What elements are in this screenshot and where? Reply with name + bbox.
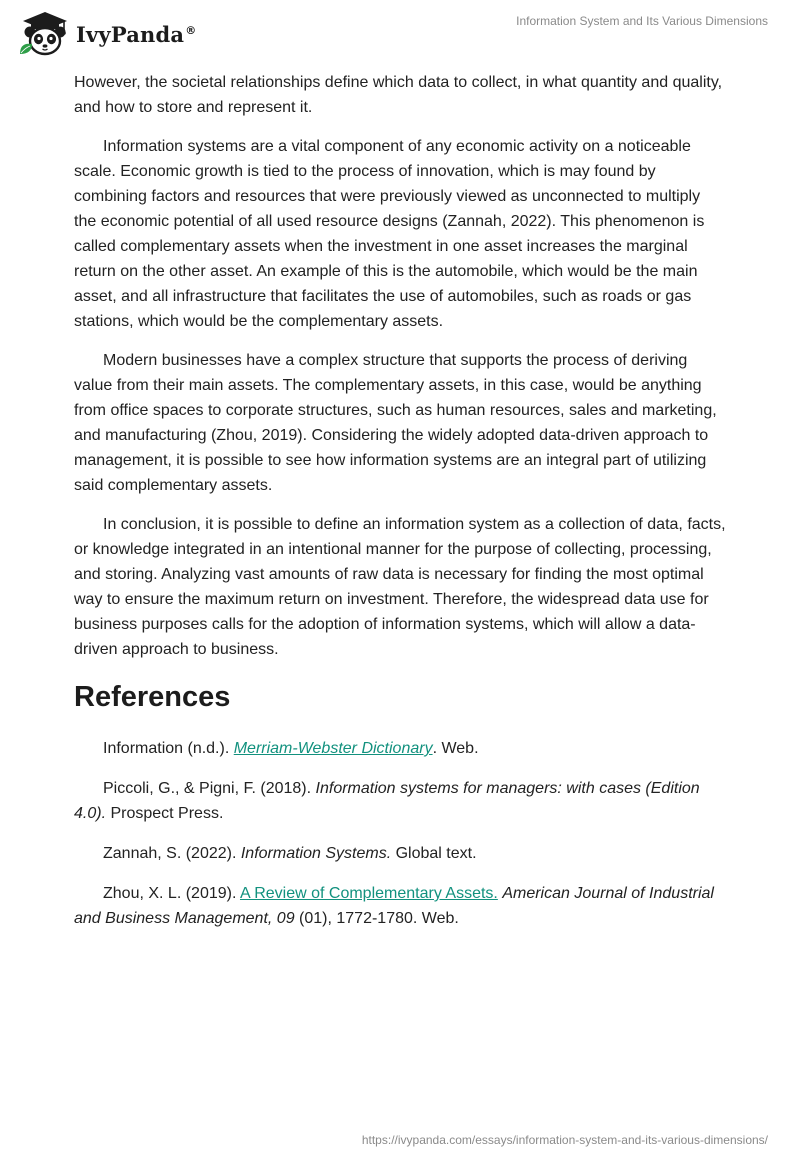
registered-mark: ®	[185, 23, 197, 37]
ref-1-suffix: . Web.	[432, 740, 479, 757]
complementary-assets-link[interactable]: A Review of Complementary Assets.	[239, 885, 498, 902]
reference-item-4	[74, 881, 726, 931]
ref-4-suffix: (01), 1772-1780. Web.	[294, 910, 459, 927]
ref-3-title: Information Systems.	[240, 845, 392, 862]
ref-4-author: Zhou, X. L. (2019).	[103, 885, 240, 902]
paragraph-4: In conclusion, it is possible to define an information system as a collection of data, facts, or knowledge integrated in an intentional manner for the purpose of collecting, processing, and storing. Analyzing vast amounts of raw data is necessary for finding the most optimal way to ensure the maximum return on investment. Therefore, the widespread data use for business purposes calls for the adoption of information systems, which will allow a data-driven approach to business.	[74, 516, 726, 658]
ref-3-publisher: Global text.	[391, 845, 477, 862]
document-title: Information System and Its Various Dimensions	[516, 14, 768, 28]
references-heading: References	[74, 681, 231, 713]
ref-4-journal: American Journal of Industrial and Business Management, 09	[74, 885, 714, 927]
merriam-webster-link[interactable]: Merriam-Webster Dictionary	[233, 740, 433, 757]
paragraph-1: However, the societal relationships define which data to collect, in what quantity and quality, and how to store and represent it.	[74, 74, 723, 116]
panda-graduate-icon	[14, 8, 76, 58]
ref-1-author: Information (n.d.).	[103, 740, 234, 757]
ref-2-publisher: Prospect Press.	[106, 805, 224, 822]
ref-2-author: Piccoli, G., & Pigni, F. (2018).	[103, 780, 316, 797]
footer-url: https://ivypanda.com/essays/information-system-and-its-various-dimensions/	[361, 1133, 768, 1147]
ref-2-title: Information systems for managers: with cases (Edition 4.0).	[74, 780, 700, 822]
paragraph-2: Information systems are a vital component of any economic activity on a noticeable scale. Economic growth is tied to the process of innovation, which is may found by combining factors and resources that were previously viewed as unconnected to multiply the economic potential of all used resource designs (Zannah, 2022). This phenomenon is called complementary assets when the investment in one asset increases the marginal return on the other asset. An example of this is the automobile, which would be the main asset, and all infrastructure that facilitates the use of automobiles, such as roads or gas stations, which would be the complementary assets.	[74, 138, 705, 330]
paragraph-3: Modern businesses have a complex structure that supports the process of deriving value from their main assets. The complementary assets, in this case, would be anything from office spaces to corporate structures, such as human resources, sales and marketing, and manufacturing (Zhou, 2019). Considering the widely adopted data-driven approach to management, it is possible to see how information systems are an integral part of utilizing said complementary assets.	[74, 352, 717, 494]
reference-item-3	[74, 841, 726, 866]
reference-item-1	[74, 736, 726, 761]
reference-item-2	[74, 776, 726, 826]
essay-content	[74, 70, 726, 946]
page-header	[0, 0, 800, 66]
ref-3-author: Zannah, S. (2022).	[103, 845, 241, 862]
ivypanda-logo[interactable]	[14, 8, 196, 58]
logo-wordmark: IvyPanda®	[76, 21, 197, 47]
